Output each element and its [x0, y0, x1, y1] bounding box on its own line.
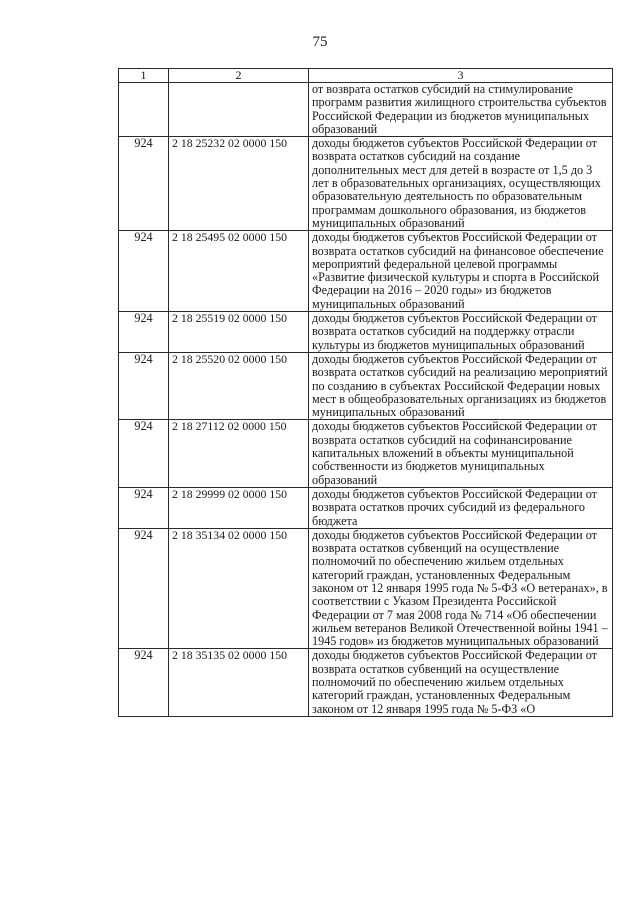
income-code-cell: 2 18 35134 02 0000 150 — [169, 528, 309, 649]
income-description-cell: доходы бюджетов субъектов Российской Федерации от возврата остатков субсидий на поддержку отрасли культуры из бюджетов муниципальных образований — [309, 312, 613, 353]
admin-code-cell: 924 — [119, 137, 169, 231]
table-row — [119, 231, 613, 312]
table-header-row — [119, 69, 613, 83]
table-row — [119, 528, 613, 649]
admin-code-cell: 924 — [119, 352, 169, 419]
income-code-cell: 2 18 25519 02 0000 150 — [169, 312, 309, 353]
income-codes-table — [118, 68, 613, 717]
admin-code-cell: 924 — [119, 420, 169, 487]
admin-code-cell: 924 — [119, 649, 169, 716]
admin-code-cell — [119, 83, 169, 137]
income-description-cell: доходы бюджетов субъектов Российской Федерации от возврата остатков субсидий на финансовое обеспечение мероприятий федеральной целевой программы «Развитие физической культуры и спорта в Российской Федерации на 2016 – 2020 годы» из бюджетов муниципальных образований — [309, 231, 613, 312]
admin-code-cell: 924 — [119, 312, 169, 353]
column-header-1: 1 — [119, 69, 169, 83]
income-description-cell: доходы бюджетов субъектов Российской Федерации от возврата остатков субвенций на осуществление полномочий по обеспечению жильем отдельных категорий граждан, установленных Федеральным законом от 12 января 1995 года № 5-ФЗ «О ветеранах», в соответствии с Указом Президента Российской Федерации от 7 мая 2008 года № 714 «Об обеспечении жильем ветеранов Великой Отечественной войны 1941 – 1945 годов» из бюджетов муниципальных образований — [309, 528, 613, 649]
income-description-cell: доходы бюджетов субъектов Российской Федерации от возврата остатков субвенций на осуществление полномочий по обеспечению жильем отдельных категорий граждан, установленных Федеральным законом от 12 января 1995 года № 5-ФЗ «О — [309, 649, 613, 716]
income-description-cell: от возврата остатков субсидий на стимулирование программ развития жилищного строительства субъектов Российской Федерации из бюджетов муниципальных образований — [309, 83, 613, 137]
table-row — [119, 312, 613, 353]
income-description-cell: доходы бюджетов субъектов Российской Федерации от возврата остатков субсидий на создание дополнительных мест для детей в возрасте от 1,5 до 3 лет в образовательных организациях, осуществляющих образовательную деятельность по образовательным программам дошкольного образования, из бюджетов муниципальных образований — [309, 137, 613, 231]
table-row — [119, 83, 613, 137]
admin-code-cell: 924 — [119, 528, 169, 649]
income-code-cell: 2 18 35135 02 0000 150 — [169, 649, 309, 716]
income-code-cell: 2 18 25495 02 0000 150 — [169, 231, 309, 312]
page-number: 75 — [312, 34, 328, 50]
table-row — [119, 649, 613, 716]
admin-code-cell: 924 — [119, 231, 169, 312]
income-code-cell: 2 18 27112 02 0000 150 — [169, 420, 309, 487]
column-header-2: 2 — [169, 69, 309, 83]
income-description-cell: доходы бюджетов субъектов Российской Федерации от возврата остатков субсидий на софинансирование капитальных вложений в объекты муниципальной собственности из бюджетов муниципальных образований — [309, 420, 613, 487]
column-header-3: 3 — [309, 69, 613, 83]
admin-code-cell: 924 — [119, 487, 169, 528]
income-description-cell: доходы бюджетов субъектов Российской Федерации от возврата остатков субсидий на реализацию мероприятий по созданию в субъектах Российской Федерации новых мест в общеобразовательных организациях из бюджетов муниципальных образований — [309, 352, 613, 419]
income-code-cell — [169, 83, 309, 137]
table-row — [119, 487, 613, 528]
income-description-cell: доходы бюджетов субъектов Российской Федерации от возврата остатков прочих субсидий из федерального бюджета — [309, 487, 613, 528]
table-row — [119, 352, 613, 419]
table-row — [119, 420, 613, 487]
income-code-cell: 2 18 25232 02 0000 150 — [169, 137, 309, 231]
income-code-cell: 2 18 29999 02 0000 150 — [169, 487, 309, 528]
table-row — [119, 137, 613, 231]
income-code-cell: 2 18 25520 02 0000 150 — [169, 352, 309, 419]
